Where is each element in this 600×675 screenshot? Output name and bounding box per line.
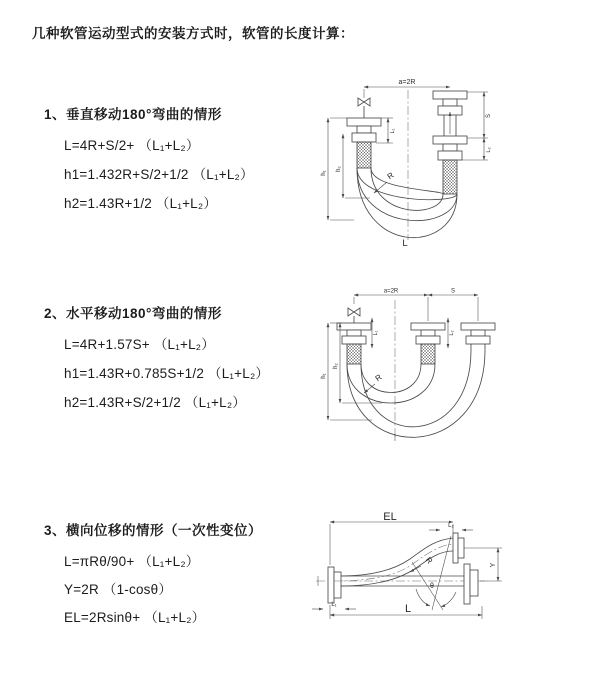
dim-label-y: Y	[490, 562, 497, 568]
section-1-formula-h1: h1=1.432R+S/2+1/2 （L₁+L₂）	[64, 167, 254, 182]
left-fitting	[337, 323, 371, 344]
valve-icon	[358, 98, 370, 106]
braided-section	[357, 142, 371, 168]
hose-curves	[334, 538, 453, 586]
section-3-formula-L: L=πRθ/90+ （L₁+L₂）	[64, 554, 200, 569]
dim-label-s: S	[450, 288, 456, 295]
dim-label-l1: L₁	[331, 602, 337, 608]
section-3-formula-Y: Y=2R （1-cosθ）	[64, 582, 173, 597]
length-label: L	[404, 603, 412, 615]
section-2-heading: 2、水平移动180°弯曲的情形	[44, 306, 222, 321]
section-2-formula-h2: h2=1.43R+S/2+1/2 （L₁+L₂）	[64, 395, 246, 410]
upper-flange	[453, 533, 464, 563]
section-1-heading: 1、垂直移动180°弯曲的情形	[44, 107, 222, 122]
page-title: 几种软管运动型式的安装方式时，软管的长度计算：	[32, 26, 354, 41]
dim-label-el: EL	[383, 511, 397, 523]
diagram-lateral-displacement	[310, 512, 560, 662]
hose-curves	[357, 168, 457, 238]
section-1-formula-h2: h2=1.43R+1/2 （L₁+L₂）	[64, 196, 218, 211]
radius-arrow	[410, 566, 421, 572]
braided-section	[421, 344, 435, 364]
radius-arrow	[374, 182, 387, 193]
dim-label-a2r: a=2R	[383, 288, 399, 295]
middle-fitting	[411, 323, 445, 344]
left-fitting	[347, 118, 381, 142]
right-fitting-upper	[433, 91, 467, 115]
right-fitting-lower	[433, 136, 467, 160]
section-3-formula-EL: EL=2Rsinθ+ （L₁+L₂）	[64, 610, 206, 625]
braided-section	[347, 344, 361, 364]
dim-label-l1: L₁	[373, 330, 379, 336]
radius-label: R	[423, 555, 435, 566]
dim-label-h1: h₁	[321, 170, 327, 176]
dim-label-h2: h₂	[336, 166, 342, 172]
right-fitting	[461, 323, 495, 344]
dim-label-l2: L₂	[448, 523, 454, 529]
section-3-heading: 3、横向位移的情形（一次性变位）	[44, 523, 263, 538]
diagram-vertical-180-bend	[318, 76, 543, 248]
dim-label-h2: h₂	[333, 363, 339, 369]
dim-label-s: S	[486, 113, 492, 119]
dim-label-h1: h₁	[321, 373, 327, 379]
hose-curves	[347, 350, 485, 437]
radius-label: R	[385, 170, 396, 182]
dim-label-l1: L₁	[390, 128, 396, 134]
angle-construction	[412, 536, 456, 610]
radius-label: R	[373, 372, 384, 384]
angle-label: θ	[430, 583, 434, 590]
braided-section	[443, 160, 457, 194]
right-flange	[464, 564, 478, 604]
left-flange	[328, 567, 341, 603]
diagram-horizontal-180-bend	[320, 288, 532, 458]
section-2-formula-L: L=4R+1.57S+ （L₁+L₂）	[64, 337, 215, 352]
dim-label-l2: L₂	[449, 330, 455, 336]
dim-label-a2r: a=2R	[398, 79, 416, 86]
section-2-formula-h1: h1=1.43R+0.785S+1/2 （L₁+L₂）	[64, 366, 270, 381]
dim-label-l2: L₂	[486, 147, 492, 153]
length-label: L	[402, 238, 408, 249]
valve-icon	[348, 308, 360, 316]
radius-arrow	[364, 384, 375, 393]
section-1-formula-L: L=4R+S/2+ （L₁+L₂）	[64, 138, 200, 153]
